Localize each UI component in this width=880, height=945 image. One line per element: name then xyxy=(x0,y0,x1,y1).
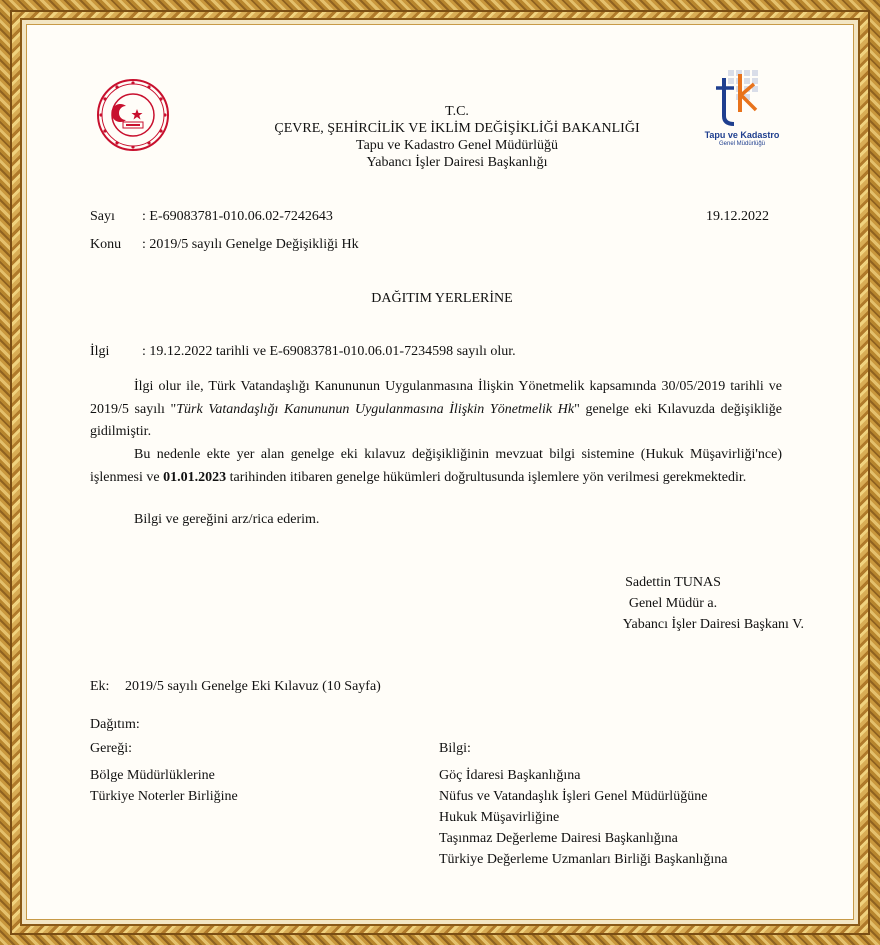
document-page xyxy=(20,18,860,926)
p1-text-a: İlgi olur ile, Türk Vatandaşlığı Kanununun Uygulanmasına İlişkin Yönetmelik kapsamında 30/05/2019 tarihli ve 2019/5 sayılı " xyxy=(90,379,782,417)
geregi-item: Bölge Müdürlüklerine xyxy=(90,768,215,783)
ilgi-label: İlgi xyxy=(90,344,110,359)
bilgi-item: Taşınmaz Değerleme Dairesi Başkanlığına xyxy=(439,831,678,846)
bilgi-item: Hukuk Müşavirliğine xyxy=(439,810,560,825)
logo-name: Tapu ve Kadastro xyxy=(704,130,780,140)
bilgi-item: Göç İdaresi Başkanlığına xyxy=(439,768,581,783)
body-paragraph-1 xyxy=(90,376,782,444)
p2-text-b: tarihinden itibaren genelge hükümleri doğrultusunda işlemlere yön verilmesi gerekmektedir. xyxy=(226,469,747,485)
tkgm-logo xyxy=(694,66,790,156)
body-paragraph-3: Bilgi ve gereğini arz/rica ederim. xyxy=(134,512,320,527)
sayi-label: Sayı xyxy=(90,209,115,224)
bilgi-item: Türkiye Değerleme Uzmanları Birliği Başkanlığına xyxy=(439,852,728,867)
signature-title-1: Genel Müdür a. xyxy=(628,596,718,611)
document-date: 19.12.2022 xyxy=(706,209,769,224)
logo-subname: Genel Müdürlüğü xyxy=(718,141,766,147)
tkgm-logo-icon xyxy=(694,66,790,128)
ilgi-value: : 19.12.2022 tarihli ve E-69083781-010.06.01-7234598 sayılı olur. xyxy=(142,344,516,359)
konu-label: Konu xyxy=(90,237,122,252)
bilgi-item: Nüfus ve Vatandaşlık İşleri Genel Müdürlüğüne xyxy=(439,789,708,804)
ministry-seal-icon xyxy=(96,78,170,152)
geregi-label: Gereği: xyxy=(90,741,132,756)
p2-bold-date: 01.01.2023 xyxy=(163,469,227,485)
geregi-item: Türkiye Noterler Birliğine xyxy=(90,789,238,804)
p2-text-a: Bu nedenle ekte yer alan genelge eki kılavuz değişikliğinin mevzuat bilgi sistemine (Hukuk Müşavirliği'nce) işlenmesi ve xyxy=(90,447,782,485)
header-tc: T.C. xyxy=(445,104,469,119)
ek-label: Ek: xyxy=(90,679,110,694)
bilgi-label: Bilgi: xyxy=(439,741,471,756)
konu-value: : 2019/5 sayılı Genelge Değişikliği Hk xyxy=(142,237,359,252)
header-directorate: Tapu ve Kadastro Genel Müdürlüğü xyxy=(356,138,558,153)
distribution-heading: Dağıtım: xyxy=(90,717,140,732)
signature-title-2: Yabancı İşler Dairesi Başkanı V. xyxy=(622,617,804,632)
signature-name: Sadettin TUNAS xyxy=(625,575,721,590)
header-department: Yabancı İşler Dairesi Başkanlığı xyxy=(366,155,548,170)
sayi-value: : E-69083781-010.06.02-7242643 xyxy=(142,209,333,224)
recipient-heading: DAĞITIM YERLERİNE xyxy=(371,291,513,306)
p1-italic: Türk Vatandaşlığı Kanununun Uygulanmasına İlişkin Yönetmelik Hk xyxy=(176,401,575,417)
header-ministry: ÇEVRE, ŞEHİRCİLİK VE İKLİM DEĞİŞİKLİĞİ BAKANLIĞI xyxy=(274,121,640,136)
p1-text-b: " genelge eki Kılavuzda değişikliğe gidilmiştir. xyxy=(90,401,782,439)
ek-value: 2019/5 sayılı Genelge Eki Kılavuz (10 Sayfa) xyxy=(125,679,381,694)
body-paragraph-2 xyxy=(90,444,782,489)
